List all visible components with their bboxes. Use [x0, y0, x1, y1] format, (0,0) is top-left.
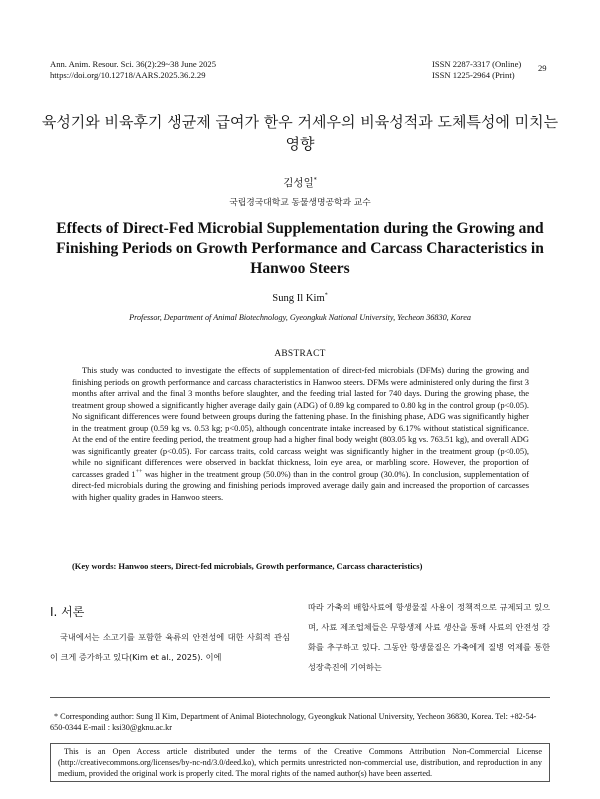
korean-author-name: 김성일: [283, 177, 314, 189]
grade-superscript: ++: [135, 468, 143, 475]
corresponding-author-footnote: [50, 711, 550, 733]
section-heading: Ⅰ. 서론: [50, 605, 85, 619]
issn-block: [432, 59, 521, 81]
journal-citation: [50, 59, 216, 81]
keywords: (Key words: Hanwoo steers, Direct-fed microbials, Growth performance, Carcass characteristics): [72, 561, 423, 571]
journal-issue-line: Ann. Anim. Resour. Sci. 36(2):29~38 June 2025: [50, 59, 217, 69]
abstract-text-part1: This study was conducted to investigate the effects of supplementation of direct-fed microbials (DFMs) during the growing and finishing periods on growth performance and carcass characteristics in Hanwoo steers. DFMs were administered only during the first 3 months after arrival and the final 3 months before slaughter, and the feeding trial lasted for 740 days. During the growing phase, the treatment group showed a significantly higher average daily gain (ADG) of 0.89 kg compared to 0.80 kg in the control group (p<0.05). No significant differences were found between groups during the fattening phase. In the finishing phase, ADG was significantly higher in the treatment group (0.59 kg vs. 0.53 kg; p<0.05), although concentrate intake increased by 6.17% without statistical significance. At the end of the entire feeding period, the treatment group had a higher final body weight (803.05 kg vs. 763.51 kg), and overall ADG was significantly greater (p<0.05). For carcass traits, cold carcass weight was significantly higher in the treatment group (p<0.05), while no significant differences were observed in backfat thickness, loin eye area, or marbling score. However, the proportion of carcasses graded 1: [72, 365, 529, 479]
korean-affiliation: 국립경국대학교 동물생명공학과 교수: [229, 198, 371, 208]
issn-online: ISSN 2287-3317 (Online): [432, 59, 522, 69]
issn-print: ISSN 1225-2964 (Print): [432, 70, 515, 80]
abstract-body: [72, 365, 529, 503]
korean-author: [0, 175, 600, 190]
body-column-left: 국내에서는 소고기를 포함한 육류의 안전성에 대한 사회적 관심이 크게 증가하고 있다(Kim et al., 2025). 이에: [50, 632, 290, 662]
doi-link[interactable]: https://doi.org/10.12718/AARS.2025.36.2.29: [50, 70, 206, 80]
license-box: This is an Open Access article distributed under the terms of the Creative Commons Attribution Non-Commercial License (http://creativecommons.org/licenses/by-nc-nd/3.0/deed.ko), which permits unrestricted non-commercial use, distribution, and reproduction in any medium, provided the original work is properly cited. The moral rights of the named author(s) have been asserted.: [50, 743, 550, 782]
korean-title: 육성기와 비육후기 생균제 급여가 한우 거세우의 비육성적과 도체특성에 미치는 영향: [41, 113, 559, 153]
english-author-name: Sung Il Kim: [272, 293, 325, 304]
english-author: [0, 293, 600, 304]
footnote-mark: *: [54, 712, 59, 721]
english-author-mark: *: [324, 292, 328, 299]
body-column-right: 따라 가축의 배합사료에 항생물질 사용이 정책적으로 규제되고 있으며, 사료 제조업체들은 무항생제 사료 생산을 통해 사료의 안전성 강화를 추구하고 있다. 그동안 항생물질은 가축에게 질병 억제를 통한 성장촉진에 기여하는: [308, 602, 550, 672]
page-number: 29: [538, 63, 547, 73]
footnote-text: Corresponding author: Sung Il Kim, Department of Animal Biotechnology, Gyeongkuk National University, Yecheon 36830, Korea. Tel: +82-54-650-0344 E-mail : ksi30@gknu.ac.kr: [50, 712, 537, 732]
english-affiliation: Professor, Department of Animal Biotechnology, Gyeongkuk National University, Yecheon 36830, Korea: [129, 313, 471, 322]
abstract-text-part2: was higher in the treatment group (50.0%) than in the control group (30.0%). In conclusion, supplementation of direct-fed microbials during the growing and finishing periods improved average daily gain and increased the proportion of carcasses with higher quality grades in Hanwoo steers.: [72, 468, 529, 502]
footnote-divider: [50, 697, 550, 698]
korean-author-mark: *: [313, 176, 317, 184]
abstract-heading: ABSTRACT: [274, 349, 326, 359]
english-title: Effects of Direct-Fed Microbial Supplementation during the Growing and Finishing Periods on Growth Performance and Carcass Characteristics in Hanwoo Steers: [56, 220, 544, 277]
